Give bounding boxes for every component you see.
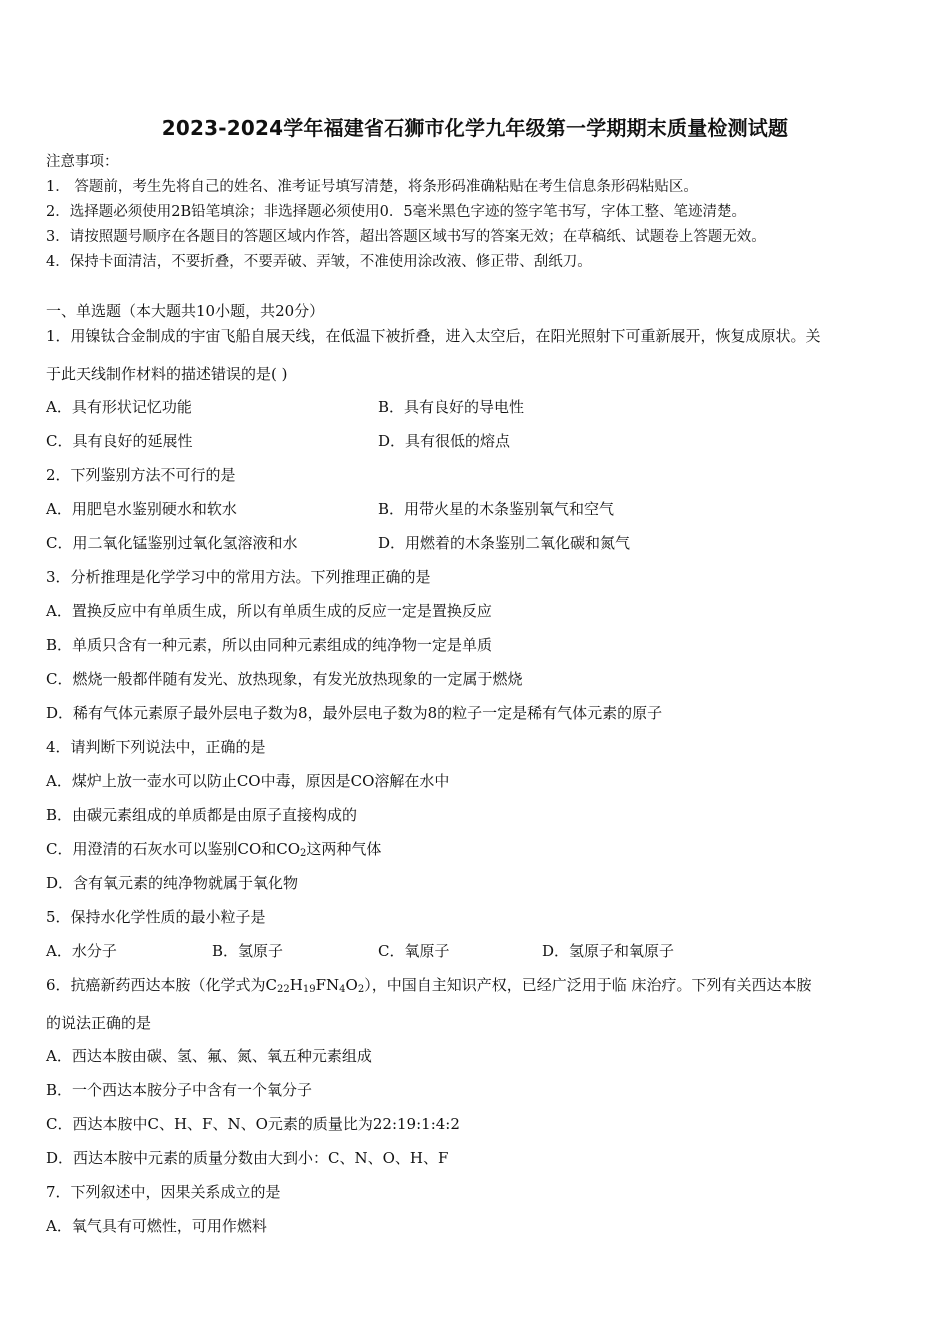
q1-option-d: D．具有很低的熔点 — [378, 432, 511, 450]
q2-option-c: C．用二氧化锰鉴别过氧化氢溶液和水 — [46, 534, 298, 552]
q1-stem-line2: 于此天线制作材料的描述错误的是( ) — [46, 365, 288, 383]
q3-option-d: D．稀有气体元素原子最外层电子数为8，最外层电子数为8的粒子一定是稀有气体元素的原子 — [46, 704, 663, 722]
q6-option-d: D．西达本胺中元素的质量分数由大到小：C、N、O、H、F — [46, 1149, 449, 1167]
notice-heading: 注意事项： — [46, 154, 119, 170]
q7-stem: 7．下列叙述中，因果关系成立的是 — [46, 1183, 281, 1201]
page-title: 2023-2024学年福建省石狮市化学九年级第一学期期末质量检测试题 — [161, 116, 789, 140]
notice-item-1: 1． 答题前，考生先将自己的姓名、准考证号填写清楚，将条形码准确粘贴在考生信息条形码粘贴区。 — [46, 179, 698, 195]
q2-option-a: A．用肥皂水鉴别硬水和软水 — [46, 500, 237, 518]
q2-option-b: B．用带火星的木条鉴别氧气和空气 — [378, 500, 615, 518]
q2-option-d: D．用燃着的木条鉴别二氧化碳和氮气 — [378, 534, 631, 552]
q6-formula-h: H — [289, 976, 303, 994]
q6-option-b: B．一个西达本胺分子中含有一个氧分子 — [46, 1081, 313, 1099]
q2-stem: 2．下列鉴别方法不可行的是 — [46, 466, 236, 484]
q5-option-a: A．水分子 — [46, 942, 117, 960]
q3-stem: 3．分析推理是化学学习中的常用方法。下列推理正确的是 — [46, 568, 431, 586]
q4-option-c-text: C．用澄清的石灰水可以鉴别CO和CO — [46, 840, 301, 858]
q6-stem-line2: 的说法正确的是 — [46, 1014, 152, 1032]
q6-stem-pre: 6．抗癌新药西达本胺（化学式为C — [46, 976, 278, 994]
q4-option-c — [46, 839, 381, 859]
q4-option-d: D．含有氧元素的纯净物就属于氧化物 — [46, 874, 299, 892]
q1-option-b: B．具有良好的导电性 — [378, 398, 525, 416]
q6-formula-sub-o: 2 — [357, 984, 365, 995]
q7-option-a: A．氧气具有可燃性，可用作燃料 — [46, 1217, 267, 1235]
q3-option-b: B．单质只含有一种元素，所以由同种元素组成的纯净物一定是单质 — [46, 636, 493, 654]
q4-option-b: B．由碳元素组成的单质都是由原子直接构成的 — [46, 806, 358, 824]
q6-option-c: C．西达本胺中C、H、F、N、O元素的质量比为22:19:1:4:2 — [46, 1115, 460, 1133]
q1-stem-line1: 1．用镍钛合金制成的宇宙飞船自展天线，在低温下被折叠，进入太空后，在阳光照射下可重新展开，恢复成原状。关 — [46, 327, 821, 345]
q4-stem: 4．请判断下列说法中，正确的是 — [46, 738, 266, 756]
q6-formula-o: O — [345, 976, 358, 994]
q4-option-a: A．煤炉上放一壶水可以防止CO中毒，原因是CO溶解在水中 — [46, 772, 450, 790]
q6-formula-sub-n: 4 — [339, 984, 346, 995]
q6-formula-fn: FN — [315, 976, 340, 994]
q4-option-c-tail: 这两种气体 — [306, 840, 382, 858]
q5-option-b: B．氢原子 — [212, 942, 284, 960]
notice-item-4: 4．保持卡面清洁，不要折叠，不要弄破、弄皱，不准使用涂改液、修正带、刮纸刀。 — [46, 254, 592, 270]
q4-option-c-subscript: 2 — [300, 848, 307, 859]
q3-option-c: C．燃烧一般都伴随有发光、放热现象，有发光放热现象的一定属于燃烧 — [46, 670, 523, 688]
q6-formula-sub-h: 19 — [302, 984, 316, 995]
q1-option-a: A．具有形状记忆功能 — [46, 398, 192, 416]
q3-option-a: A．置换反应中有单质生成，所以有单质生成的反应一定是置换反应 — [46, 602, 492, 620]
q5-option-d: D．氢原子和氧原子 — [542, 942, 675, 960]
q5-stem: 5．保持水化学性质的最小粒子是 — [46, 908, 266, 926]
q6-stem-line1 — [46, 975, 811, 995]
q1-option-c: C．具有良好的延展性 — [46, 432, 193, 450]
q6-formula-sub-c: 22 — [277, 984, 290, 995]
notice-item-2: 2．选择题必须使用2B铅笔填涂；非选择题必须使用0．5毫米黑色字迹的签字笔书写，字体工整、笔迹清楚。 — [46, 204, 747, 220]
section-heading: 一、单选题（本大题共10小题，共20分） — [46, 302, 325, 320]
q6-stem-post: ），中国自主知识产权，已经广泛用于临 床治疗。下列有关西达本胺 — [364, 976, 812, 994]
q5-option-c: C．氧原子 — [378, 942, 450, 960]
q6-option-a: A．西达本胺由碳、氢、氟、氮、氧五种元素组成 — [46, 1047, 372, 1065]
notice-item-3: 3．请按照题号顺序在各题目的答题区域内作答，超出答题区域书写的答案无效；在草稿纸、试题卷上答题无效。 — [46, 229, 766, 245]
